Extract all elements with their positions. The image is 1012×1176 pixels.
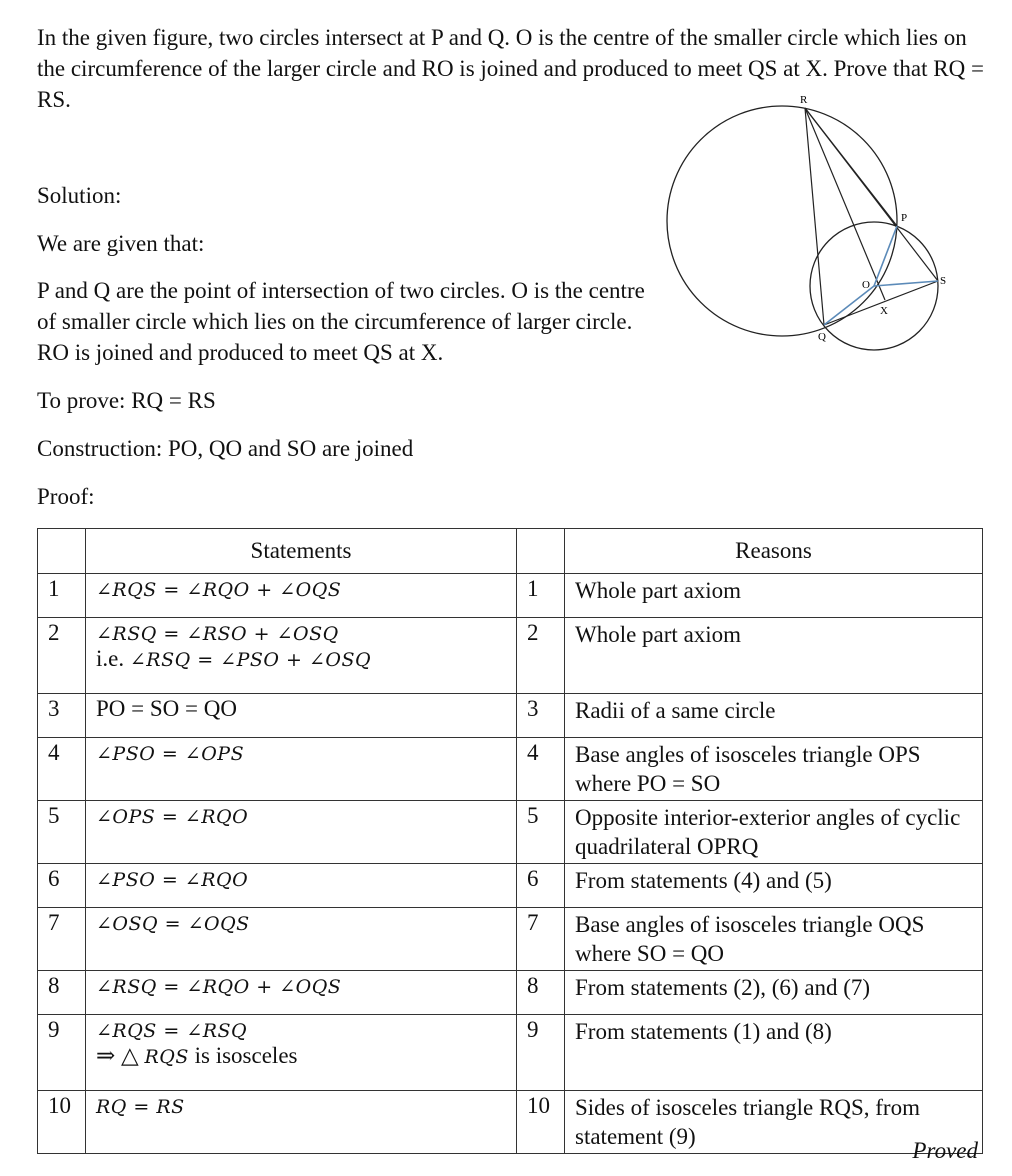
table-row — [38, 1015, 983, 1091]
proof-table — [37, 528, 983, 1154]
label-R: R — [800, 94, 808, 106]
given-label: We are given that: — [37, 231, 205, 256]
reason-cell: Whole part axiom — [565, 618, 983, 694]
statement-cell — [86, 801, 517, 864]
statement-cell — [86, 738, 517, 801]
table-row — [38, 864, 983, 908]
geometry-figure — [660, 88, 950, 363]
statement-cell — [86, 618, 517, 694]
statement-cell — [86, 1091, 517, 1154]
segment-QO — [824, 286, 874, 325]
statement-text: ∠OPS = ∠RQO — [96, 806, 249, 828]
statement-text: PO = SO = QO — [96, 696, 237, 721]
reason-cell: Base angles of isosceles triangle OPS where PO = SO — [565, 738, 983, 801]
reason-number: 5 — [517, 801, 565, 864]
statement-number: 3 — [38, 694, 86, 738]
to-prove: To prove: RQ = RS — [37, 388, 216, 413]
statement-text: ∠OSQ = ∠OQS — [96, 913, 250, 935]
table-row — [38, 971, 983, 1015]
statement-number: 5 — [38, 801, 86, 864]
table-row — [38, 908, 983, 971]
statement-number: 2 — [38, 618, 86, 694]
table-row — [38, 694, 983, 738]
statement-second-line — [96, 646, 506, 672]
statement-text: ∠RSQ = ∠RSO + ∠OSQ — [96, 623, 339, 645]
proof-label: Proof: — [37, 484, 95, 509]
reason-cell: Whole part axiom — [565, 574, 983, 618]
statement-cell — [86, 694, 517, 738]
statement-prefix: i.e. — [96, 646, 130, 671]
table-header-row — [38, 529, 983, 574]
statement-prefix: ⇒ △ — [96, 1043, 145, 1068]
reason-number: 4 — [517, 738, 565, 801]
segment-QS — [824, 281, 938, 325]
reason-number: 3 — [517, 694, 565, 738]
statement-second-line — [96, 1043, 506, 1069]
label-S: S — [940, 275, 947, 287]
segment-PO — [874, 226, 897, 286]
statement-number: 6 — [38, 864, 86, 908]
table-row — [38, 738, 983, 801]
statement-number: 1 — [38, 574, 86, 618]
proved-label: Proved — [912, 1138, 978, 1163]
header-reasons: Reasons — [565, 529, 983, 574]
reason-cell: Sides of isosceles triangle RQS, from statement (9) — [565, 1091, 983, 1154]
statement-line2-text: is isosceles — [188, 1043, 298, 1068]
problem-statement: In the given figure, two circles intersect at P and Q. O is the centre of the smaller circle which lies on the circumference of the larger circle and RO is joined and produced to meet QS at X. Prove that RQ = RS. — [37, 25, 984, 112]
reason-number: 2 — [517, 618, 565, 694]
reason-cell: From statements (4) and (5) — [565, 864, 983, 908]
table-row — [38, 574, 983, 618]
statement-text: ∠RQS = ∠RSQ — [96, 1020, 248, 1042]
statement-cell — [86, 574, 517, 618]
statement-cell — [86, 864, 517, 908]
reason-number: 7 — [517, 908, 565, 971]
header-blank — [38, 529, 86, 574]
statement-number: 8 — [38, 971, 86, 1015]
table-row — [38, 801, 983, 864]
label-O: O — [862, 279, 870, 291]
statement-text: ∠PSO = ∠RQO — [96, 869, 249, 891]
header-statements: Statements — [86, 529, 517, 574]
reason-number: 8 — [517, 971, 565, 1015]
given-text: P and Q are the point of intersection of two circles. O is the centre of smaller circle which lies on the circumference of larger circle. RO is joined and produced to meet QS at X. — [37, 278, 645, 365]
reason-cell: From statements (2), (6) and (7) — [565, 971, 983, 1015]
statement-number: 9 — [38, 1015, 86, 1091]
reason-cell: Base angles of isosceles triangle OQS where SO = QO — [565, 908, 983, 971]
solution-label: Solution: — [37, 183, 122, 208]
reason-number: 9 — [517, 1015, 565, 1091]
table-row — [38, 1091, 983, 1154]
construction: Construction: PO, QO and SO are joined — [37, 436, 414, 461]
label-Q: Q — [818, 331, 826, 343]
reason-cell: Opposite interior-exterior angles of cyclic quadrilateral OPRQ — [565, 801, 983, 864]
label-P: P — [901, 212, 908, 224]
statement-number: 10 — [38, 1091, 86, 1154]
header-blank — [517, 529, 565, 574]
statement-cell — [86, 971, 517, 1015]
reason-number: 1 — [517, 574, 565, 618]
segment-RS — [805, 108, 938, 281]
statement-text: ∠RSQ = ∠RQO + ∠OQS — [96, 976, 342, 998]
statement-text: ∠RQS = ∠RQO + ∠OQS — [96, 579, 342, 601]
statement-cell — [86, 1015, 517, 1091]
reason-number: 10 — [517, 1091, 565, 1154]
statement-text: ∠PSO = ∠OPS — [96, 743, 245, 765]
reason-number: 6 — [517, 864, 565, 908]
reason-cell: From statements (1) and (8) — [565, 1015, 983, 1091]
statement-number: 4 — [38, 738, 86, 801]
label-X: X — [880, 305, 888, 317]
statement-text: RQ = RS — [96, 1096, 185, 1118]
statement-line2-text: ∠RSQ = ∠PSO + ∠OSQ — [129, 649, 372, 671]
segment-RX — [805, 108, 885, 300]
statement-number: 7 — [38, 908, 86, 971]
table-row — [38, 618, 983, 694]
statement-math: RQS — [144, 1046, 189, 1068]
segment-RQ — [805, 108, 824, 325]
reason-cell: Radii of a same circle — [565, 694, 983, 738]
statement-cell — [86, 908, 517, 971]
larger-circle — [667, 106, 897, 336]
